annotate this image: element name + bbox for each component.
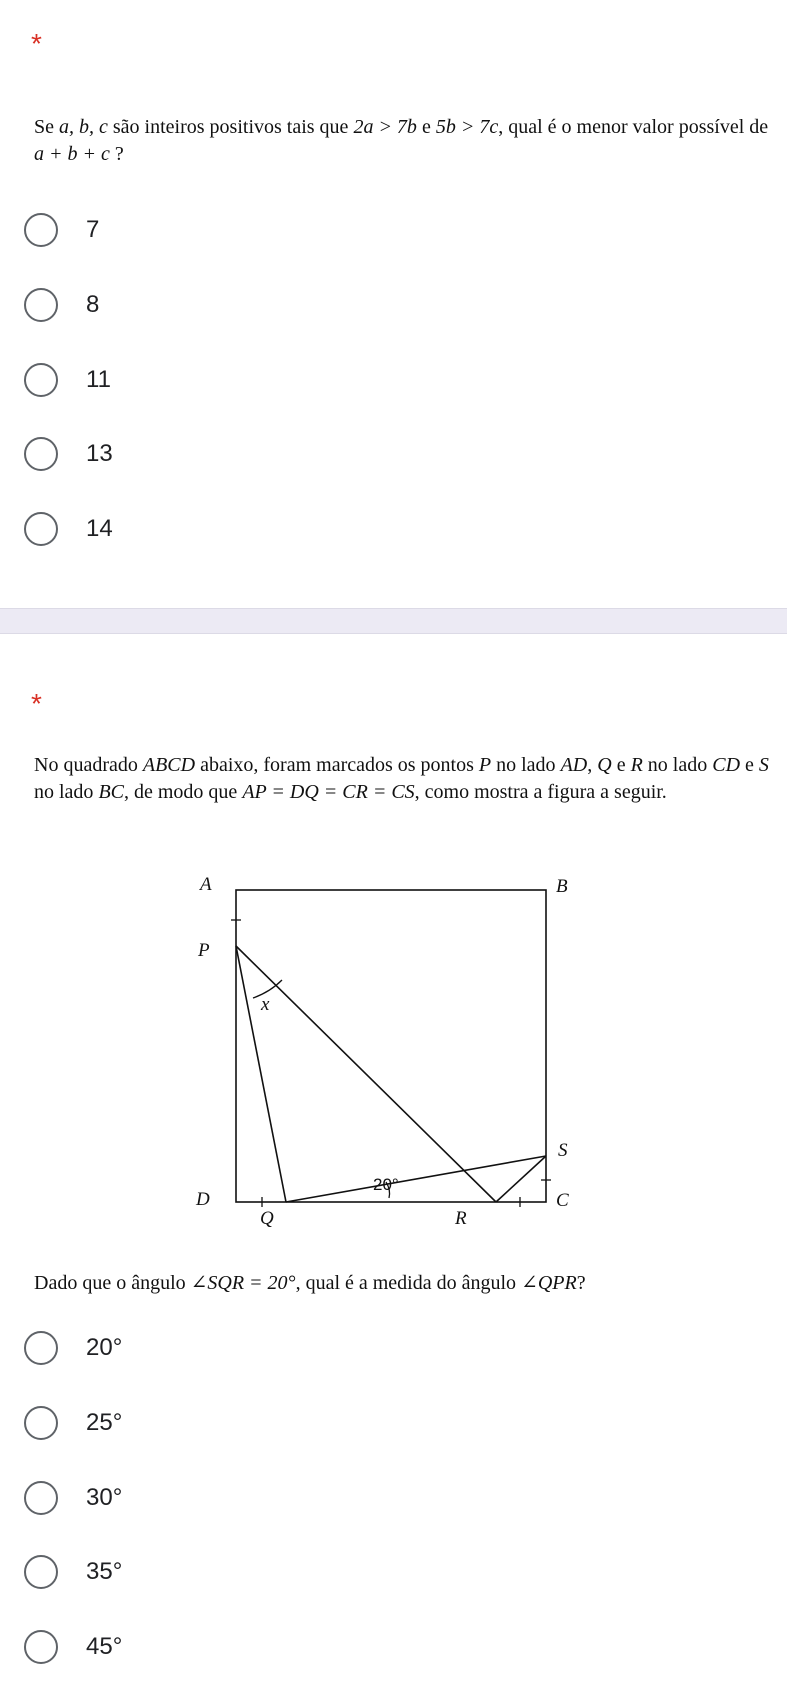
radio-circle-icon[interactable] bbox=[24, 213, 58, 247]
radio-circle-icon[interactable] bbox=[24, 1406, 58, 1440]
option-radio[interactable] bbox=[24, 437, 424, 481]
option-label: 11 bbox=[86, 366, 111, 393]
option-radio[interactable] bbox=[24, 363, 424, 407]
question-card-1 bbox=[0, 0, 787, 608]
label-s: S bbox=[558, 1140, 568, 1161]
radio-circle-icon[interactable] bbox=[24, 288, 58, 322]
required-asterisk: * bbox=[31, 28, 42, 59]
radio-circle-icon[interactable] bbox=[24, 437, 58, 471]
segment-pr bbox=[236, 946, 496, 1202]
segment-qs bbox=[286, 1156, 546, 1202]
label-x: x bbox=[261, 994, 270, 1015]
square-figure bbox=[196, 870, 600, 1250]
option-label: 30° bbox=[86, 1484, 123, 1511]
required-asterisk: * bbox=[31, 688, 42, 719]
question-2-intro: No quadrado ABCD abaixo, foram marcados os pontos P no lado AD, Q e R no lado CD e S no lado BC, de modo que AP = DQ = CR = CS, como mostra a figura a seguir. bbox=[34, 754, 769, 803]
option-label: 20° bbox=[86, 1334, 123, 1361]
radio-circle-icon[interactable] bbox=[24, 1555, 58, 1589]
label-d: D bbox=[196, 1189, 210, 1210]
option-label: 35° bbox=[86, 1558, 123, 1585]
option-radio[interactable] bbox=[24, 213, 424, 257]
label-r: R bbox=[455, 1208, 467, 1229]
segment-pq bbox=[236, 946, 286, 1202]
option-label: 45° bbox=[86, 1633, 123, 1660]
question-2-prompt: Dado que o ângulo ∠SQR = 20°, qual é a medida do ângulo ∠QPR? bbox=[34, 1272, 586, 1294]
option-radio[interactable] bbox=[24, 1331, 424, 1375]
option-label: 25° bbox=[86, 1409, 123, 1436]
label-a: A bbox=[200, 874, 212, 895]
option-radio[interactable] bbox=[24, 288, 424, 332]
option-radio[interactable] bbox=[24, 512, 424, 556]
geometry-diagram bbox=[196, 870, 600, 1250]
option-radio[interactable] bbox=[24, 1555, 424, 1599]
card-separator bbox=[0, 608, 787, 634]
option-radio[interactable] bbox=[24, 1406, 424, 1450]
question-1-text: Se a, b, c são inteiros positivos tais que 2a > 7b e 5b > 7c, qual é o menor valor possível de a + b + c ? bbox=[34, 116, 769, 165]
label-q: Q bbox=[260, 1208, 274, 1229]
radio-circle-icon[interactable] bbox=[24, 512, 58, 546]
radio-circle-icon[interactable] bbox=[24, 1481, 58, 1515]
option-label: 13 bbox=[86, 440, 113, 467]
label-b: B bbox=[556, 876, 568, 897]
radio-circle-icon[interactable] bbox=[24, 1630, 58, 1664]
option-label: 7 bbox=[86, 216, 100, 243]
option-label: 14 bbox=[86, 515, 113, 542]
option-label: 8 bbox=[86, 291, 100, 318]
radio-circle-icon[interactable] bbox=[24, 1331, 58, 1365]
label-c: C bbox=[556, 1190, 569, 1211]
option-radio[interactable] bbox=[24, 1481, 424, 1525]
square-abcd bbox=[236, 890, 546, 1202]
option-radio[interactable] bbox=[24, 1630, 424, 1674]
radio-circle-icon[interactable] bbox=[24, 363, 58, 397]
label-angle-20: 20° bbox=[373, 1175, 399, 1194]
label-p: P bbox=[198, 940, 210, 961]
